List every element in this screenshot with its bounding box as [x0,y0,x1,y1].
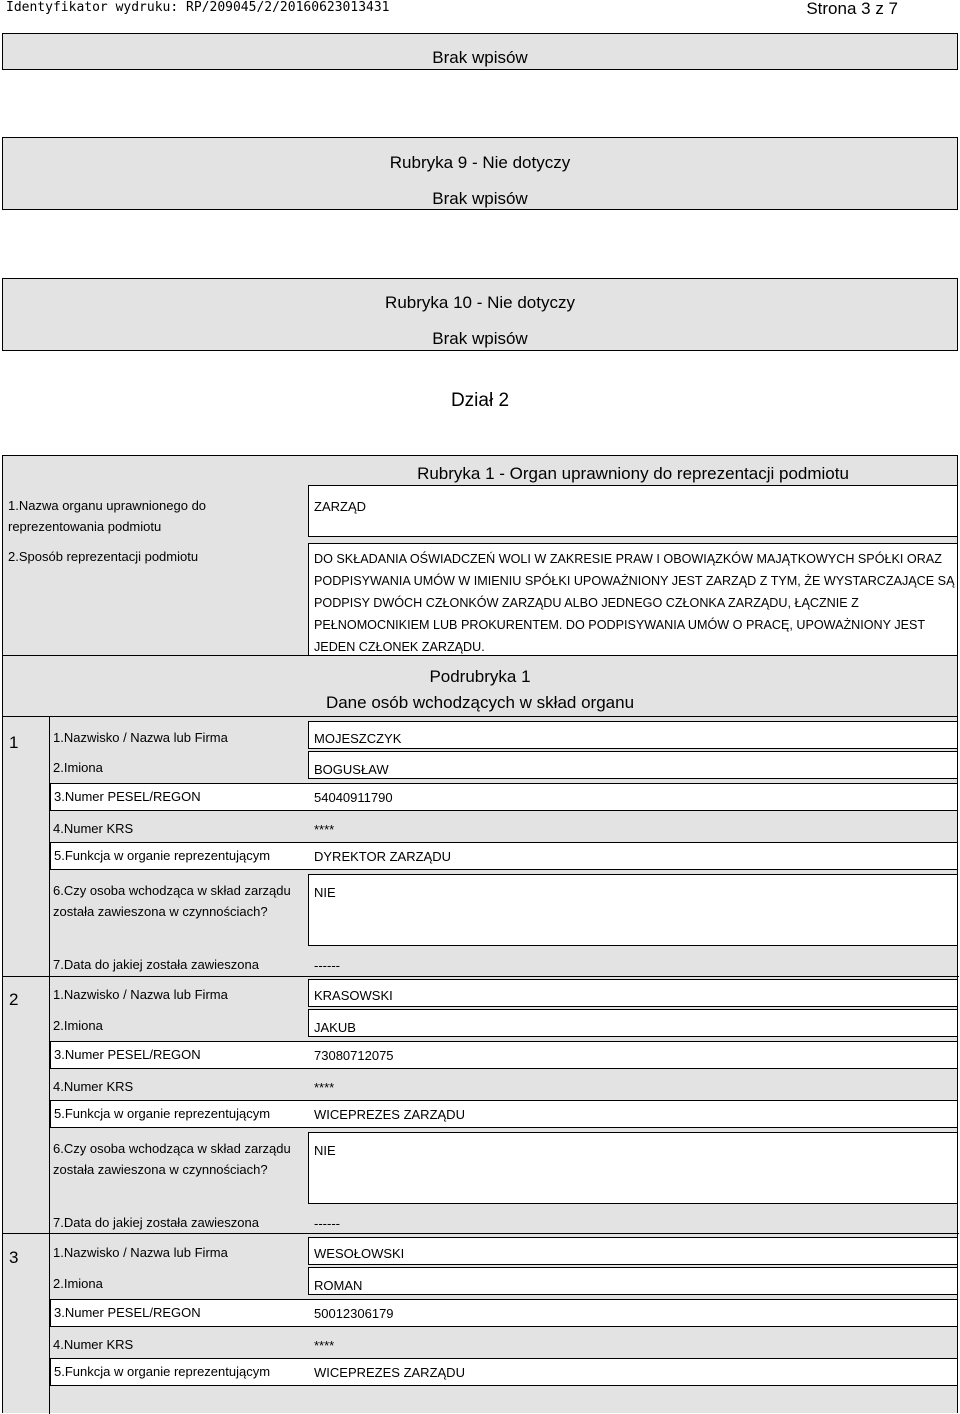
person-1-surname-label: 1.Nazwisko / Nazwa lub Firma [53,730,228,745]
person-1-pesel-label: 3.Numer PESEL/REGON [54,789,201,804]
person-3-pesel-label: 3.Numer PESEL/REGON [54,1305,201,1320]
person-2-suspended-label: 6.Czy osoba wchodząca w skład zarządu została zawieszona w czynnościach? [53,1141,291,1177]
podrubryka-title: Podrubryka 1 [429,667,531,686]
person-3-surname: WESOŁOWSKI [314,1246,405,1261]
rubryka-1-title: Rubryka 1 - Organ uprawniony do reprezentacji podmiotu [417,464,849,483]
person-2-suspended: NIE [314,1143,336,1158]
person-2-number: 2 [9,990,19,1009]
organ-name-label: 1.Nazwa organu uprawnionego do reprezentowania podmiotu [8,498,207,534]
person-2-suspended-date: ------ [314,1216,340,1231]
rubryka-9-title: Rubryka 9 - Nie dotyczy [389,153,571,172]
representation-value: DO SKŁADANIA OŚWIADCZEŃ WOLI W ZAKRESIE PRAW I OBOWIĄZKÓW MAJĄTKOWYCH SPÓŁKI ORAZ PODPISYWANIA UMÓW W IMIENIU SPÓŁKI UPOWAŻNIONY JEST ZARZĄD Z TYM, ŻE WYSTARCZAJĄCE SĄ PODPISY DWÓCH CZŁONKÓW ZARZĄDU ALBO JEDNEGO CZŁONKA ZARZĄDU, ŁĄCZNIE Z PEŁNOMOCNIKIEM LUB PROKURENTEM. DO PODPISYWANIA UMÓW O PRACĘ, UPOWAŻNIONY JEST JEDEN CZŁONEK ZARZĄDU. [314,552,955,654]
person-2-names-label: 2.Imiona [53,1018,103,1033]
person-1-names: BOGUSŁAW [314,762,389,777]
person-3-pesel: 50012306179 [314,1306,394,1321]
person-1-function-row [50,842,958,870]
person-1-surname: MOJESZCZYK [314,731,402,746]
person-2-function-row [50,1100,958,1128]
person-2-surname: KRASOWSKI [314,988,393,1003]
person-2-function-label: 5.Funkcja w organie reprezentującym [54,1106,271,1121]
rubryka-10-empty: Brak wpisów [432,329,528,348]
person-3-surname-label: 1.Nazwisko / Nazwa lub Firma [53,1245,228,1260]
person-1-pesel-row [50,783,958,811]
person-1-suspended-label: 6.Czy osoba wchodząca w skład zarządu została zawieszona w czynnościach? [53,883,291,919]
person-3-surname-box [308,1237,958,1265]
rubryka-10-title: Rubryka 10 - Nie dotyczy [385,293,575,312]
person-1-names-box [308,751,958,779]
person-3-krs: **** [314,1338,335,1353]
person-2-surname-box [308,979,958,1007]
rubryka-10-block [2,278,958,351]
person-1-number: 1 [9,733,19,752]
person-separator [3,976,959,977]
person-3-number: 3 [9,1248,19,1267]
person-1-krs-label: 4.Numer KRS [53,821,134,836]
person-2-pesel-label: 3.Numer PESEL/REGON [54,1047,201,1062]
podrubryka-subtitle: Dane osób wchodzących w skład organu [325,693,635,712]
organ-name-value-box [308,485,958,537]
person-2-pesel-row [50,1041,958,1069]
person-2-krs-label: 4.Numer KRS [53,1079,134,1094]
person-3-names-label: 2.Imiona [53,1276,103,1291]
person-2-pesel: 73080712075 [314,1048,394,1063]
empty-entries-text: Brak wpisów [432,48,528,67]
rubryka-9-block [2,137,958,210]
person-1-names-label: 2.Imiona [53,760,103,775]
person-1-suspended-box [308,874,958,946]
representation-value-box [308,543,958,656]
person-2-names-box [308,1009,958,1037]
person-3-pesel-row [50,1299,958,1327]
person-1-pesel: 54040911790 [314,790,393,805]
person-1-function-label: 5.Funkcja w organie reprezentującym [54,848,271,863]
podrubryka-header [2,655,958,717]
person-1-suspended-date: ------ [314,958,340,973]
section-title: Dział 2 [450,390,510,411]
person-1-function: DYREKTOR ZARZĄDU [314,849,451,864]
person-2-krs: **** [314,1080,335,1095]
rubryka-9-empty: Brak wpisów [432,189,528,208]
person-2-suspended-box [308,1132,958,1204]
print-identifier: Identyfikator wydruku: RP/209045/2/20160623013431 [6,0,390,15]
previous-section-block [2,33,958,70]
person-3-names-box [308,1267,958,1295]
person-2-surname-label: 1.Nazwisko / Nazwa lub Firma [53,987,228,1002]
person-3-function-label: 5.Funkcja w organie reprezentującym [54,1364,271,1379]
person-3-krs-label: 4.Numer KRS [53,1337,134,1352]
persons-table [2,716,958,1413]
person-2-names: JAKUB [314,1020,356,1035]
person-3-function: WICEPREZES ZARZĄDU [314,1365,465,1380]
person-separator [3,1233,959,1234]
page-number: Strona 3 z 7 [806,0,898,18]
person-3-names: ROMAN [314,1278,363,1293]
representation-label: 2.Sposób reprezentacji podmiotu [8,549,199,564]
person-1-surname-box [308,721,958,749]
person-2-function: WICEPREZES ZARZĄDU [314,1107,465,1122]
person-1-krs: **** [314,822,335,837]
organ-name-value: ZARZĄD [314,499,366,514]
person-2-suspended-date-label: 7.Data do jakiej została zawieszona [53,1215,259,1230]
person-1-suspended: NIE [314,885,336,900]
person-1-suspended-date-label: 7.Data do jakiej została zawieszona [53,957,259,972]
rubryka-1-block [2,455,958,656]
person-3-function-row [50,1358,958,1386]
